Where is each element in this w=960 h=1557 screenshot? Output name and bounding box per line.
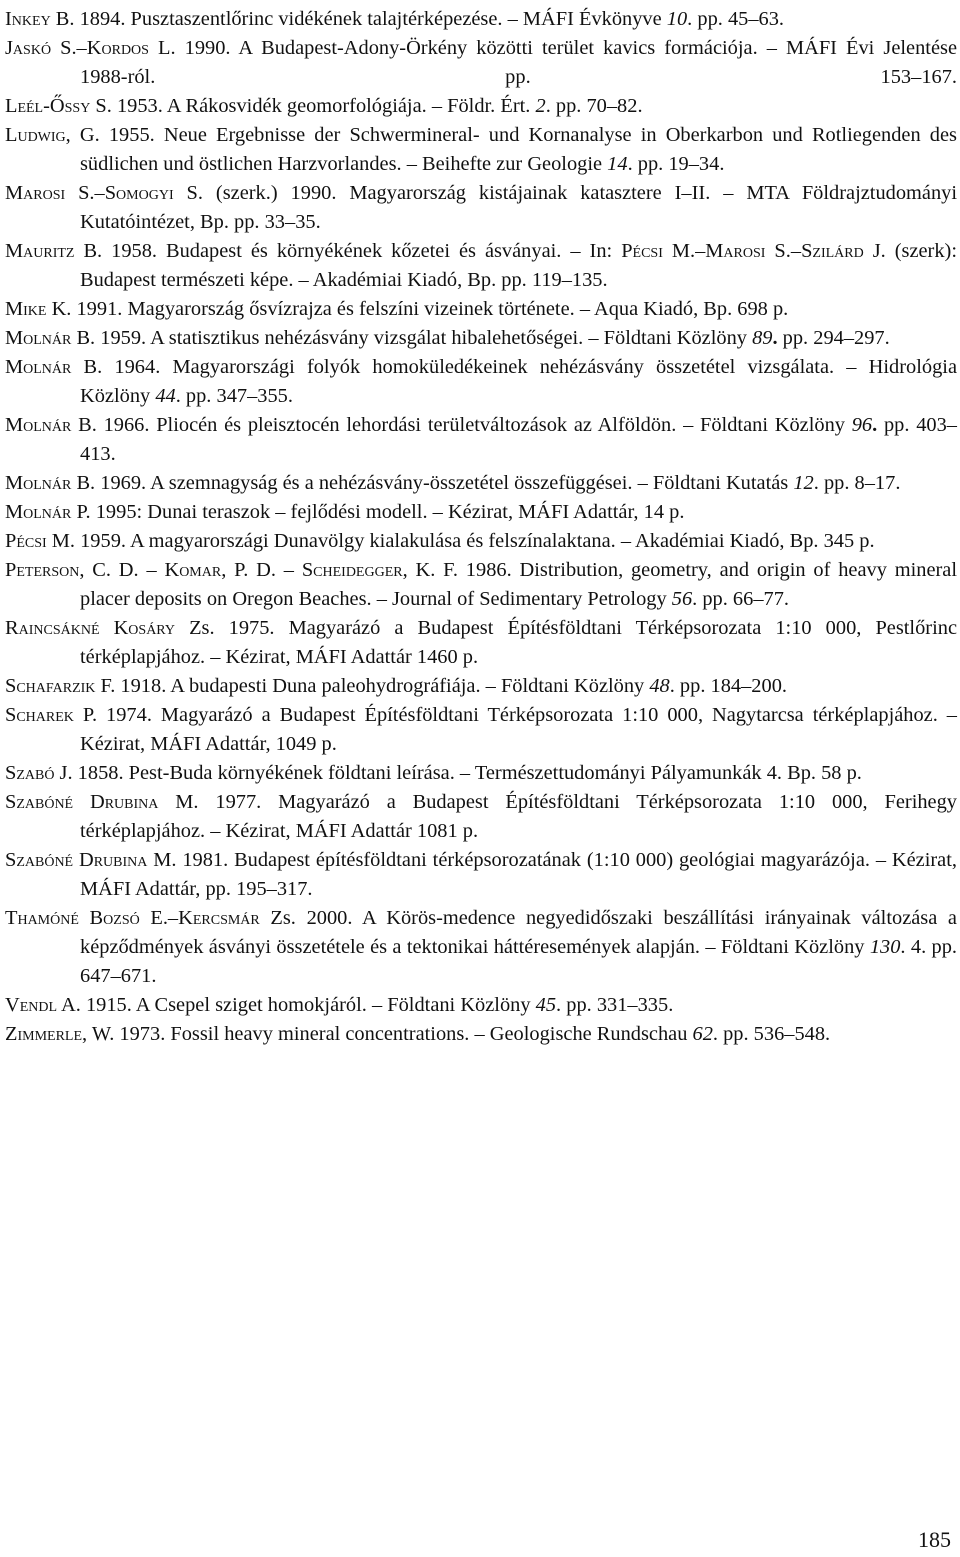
reference-entry [5,904,957,991]
reference-text: M. 1977. Magyarázó a Budapest Építésföldtani Térképsorozata 1:10 000, Ferihegy térképlapjához. – Kézirat, MÁFI Adattár 1081 p. [80,791,957,842]
reference-text: M.– [662,240,706,262]
author-name: Jaskó [5,37,52,59]
reference-text: . pp. 331–335. [556,994,674,1016]
author-name: Somogyi [104,182,174,204]
volume-number: 96 [851,414,873,436]
reference-text: . pp. 536–548. [712,1023,831,1045]
bold-mark: . [772,327,778,349]
reference-entry [5,788,957,846]
reference-text: K. 1991. Magyarország ősvízrajza és felszíni vizeinek története. – Aqua Kiadó, Bp. 698 p. [46,298,789,320]
reference-entry [5,527,957,556]
page-number: 185 [918,1527,951,1552]
author-name: Raincsákné Kosáry [5,617,175,639]
reference-entry [5,556,957,614]
reference-text: J. (szerk): Budapest természeti képe. – Akadémiai Kiadó, Bp. pp. 119–135. [80,240,958,291]
author-name: Scheidegger [301,559,403,581]
volume-number: 45 [535,994,557,1016]
reference-text: . pp. 66–77. [692,588,789,610]
reference-text: . pp. 347–355. [175,385,293,407]
reference-entry [5,353,957,411]
reference-text: , P. D. – [221,559,302,581]
author-name: Kordos [86,37,149,59]
reference-text: P. 1974. Magyarázó a Budapest Építésföldtani Térképsorozata 1:10 000, Nagytarcsa térképlapjához. – Kézirat, MÁFI Adattár, 1049 p. [73,704,957,755]
reference-entry [5,759,957,788]
author-name: Zimmerle [5,1023,83,1045]
reference-text: , C. D. – [79,559,165,581]
reference-text: B. 1969. A szemnagyság és a nehézásvány-összetétel összefüggései. – Földtani Kutatás [71,472,794,494]
author-name: Marosi [5,182,66,204]
volume-number: 48 [649,675,670,697]
reference-text: E.– [139,907,179,929]
author-name: Kercsmár [178,907,260,929]
reference-entry [5,295,957,324]
author-name: Molnár [5,327,72,349]
reference-entry [5,672,957,701]
reference-entry [5,92,957,121]
author-name: Pécsi [621,240,663,262]
reference-text: S.– [51,37,87,59]
reference-text: Zs. 1975. Magyarázó a Budapest Építésföldtani Térképsorozata 1:10 000, Pestlőrinc térképlapjához. – Kézirat, MÁFI Adattár 1460 p. [80,617,957,668]
reference-list [5,5,957,1049]
reference-entry [5,179,957,237]
reference-text: , K. F. 1986. Distribution, geometry, and origin of heavy mineral placer deposits on Oregon Beaches. – Journal of Sedimentary Petrology [80,559,957,610]
volume-number: 89 [752,327,773,349]
author-name: Szabóné Drubina [5,791,159,813]
author-name: Molnár [5,356,72,378]
reference-entry [5,5,957,34]
reference-text: S. (szerk.) 1990. Magyarország kistájainak katasztere I–II. – MTA Földrajztudományi Kutatóintézet, Bp. pp. 33–35. [80,182,958,233]
reference-entry [5,1020,957,1049]
reference-text: B. 1966. Pliocén és pleisztocén lehordási területváltozások az Alföldön. – Földtani Közlöny [71,414,852,436]
volume-number: 44 [155,385,176,407]
volume-number: 10 [666,8,688,30]
author-name: Ludwig [5,124,66,146]
reference-entry [5,34,957,92]
author-name: Pécsi [5,530,47,552]
volume-number: 2 [535,95,546,117]
reference-text: . pp. 70–82. [545,95,643,117]
author-name: Mauritz [5,240,75,262]
reference-entry [5,121,957,179]
reference-entry [5,846,957,904]
author-name: Scharek [5,704,74,726]
author-name: Szabóné Drubina [5,849,148,871]
bold-mark: . [872,414,878,436]
author-name: Szilárd [801,240,864,262]
reference-entry [5,991,957,1020]
reference-entry [5,701,957,759]
reference-text: pp. 403–413. [80,414,957,465]
reference-text: J. 1858. Pest-Buda környékének földtani leírása. – Természettudományi Pályamunkák 4. Bp. 58 p. [54,762,862,784]
reference-text: L. 1990. A Budapest-Adony-Örkény közötti terület kavics formációja. – MÁFI Évi Jelentése 1988-ról. pp. 153–167. [80,37,957,88]
author-name: Molnár [5,472,72,494]
volume-number: 56 [671,588,693,610]
reference-text: , G. 1955. Neue Ergebnisse der Schwermineral- und Kornanalyse in Oberkarbon und Rotliegenden des südlichen und östlichen Harzvorlandes. – Beihefte zur Geologie [65,124,957,175]
reference-text: P. 1995: Dunai teraszok – fejlődési modell. – Kézirat, MÁFI Adattár, 14 p. [71,501,685,523]
reference-text: S.– [65,182,105,204]
reference-entry [5,237,957,295]
author-name: Thamóné Bozsó [5,907,140,929]
reference-text: B. 1959. A statisztikus nehézásvány vizsgálat hibalehetőségei. – Földtani Közlöny [71,327,753,349]
reference-entry [5,324,957,353]
author-name: Molnár [5,414,72,436]
reference-text: . pp. 8–17. [813,472,901,494]
author-name: Molnár [5,501,72,523]
reference-entry [5,469,957,498]
volume-number: 62 [692,1023,713,1045]
volume-number: 130 [869,936,901,958]
author-name: Inkey [5,8,51,30]
reference-text: . pp. 184–200. [669,675,787,697]
volume-number: 14 [607,153,628,175]
reference-text: B. 1894. Pusztaszentlőrinc vidékének talajtérképezése. – MÁFI Évkönyve [50,8,667,30]
volume-number: 12 [793,472,814,494]
reference-text: . 4. pp. 647–671. [80,936,958,987]
reference-text: Zs. 2000. A Körös-medence negyedidőszaki beszállítási irányainak változása a képződmények ásványi összetétele és a tektonikai háttéresemények alapján. – Földtani Közlöny [80,907,957,958]
reference-entry [5,411,957,469]
reference-text: , W. 1973. Fossil heavy mineral concentrations. – Geologische Rundschau [82,1023,693,1045]
reference-text: B. 1958. Budapest és környékének kőzetei és ásványai. – In: [74,240,622,262]
reference-text: S.– [765,240,802,262]
author-name: Komar [164,559,222,581]
reference-text: B. 1964. Magyarországi folyók homoküledékeinek nehézásvány összetétel vizsgálata. – Hidrológia Közlöny [71,356,957,407]
reference-text: M. 1959. A magyarországi Dunavölgy kialakulása és felszínalaktana. – Akadémiai Kiadó, Bp. 345 p. [46,530,875,552]
author-name: Schafarzik [5,675,96,697]
reference-text: F. 1918. A budapesti Duna paleohydrográfiája. – Földtani Közlöny [95,675,650,697]
reference-text: pp. 294–297. [777,327,890,349]
author-name: Marosi [705,240,766,262]
reference-entry [5,614,957,672]
author-name: Leél-Őssy [5,95,91,117]
author-name: Mike [5,298,47,320]
reference-text: A. 1915. A Csepel sziget homokjáról. – Földtani Közlöny [57,994,536,1016]
reference-text: S. 1953. A Rákosvidék geomorfológiája. – Földr. Ért. [90,95,536,117]
reference-text: . pp. 45–63. [687,8,785,30]
author-name: Vendl [5,994,58,1016]
reference-entry [5,498,957,527]
reference-text: . pp. 19–34. [627,153,725,175]
author-name: Peterson [5,559,80,581]
reference-text: M. 1981. Budapest építésföldtani térképsorozatának (1:10 000) geológiai magyarázója. – Kézirat, MÁFI Adattár, pp. 195–317. [80,849,957,900]
author-name: Szabó [5,762,55,784]
